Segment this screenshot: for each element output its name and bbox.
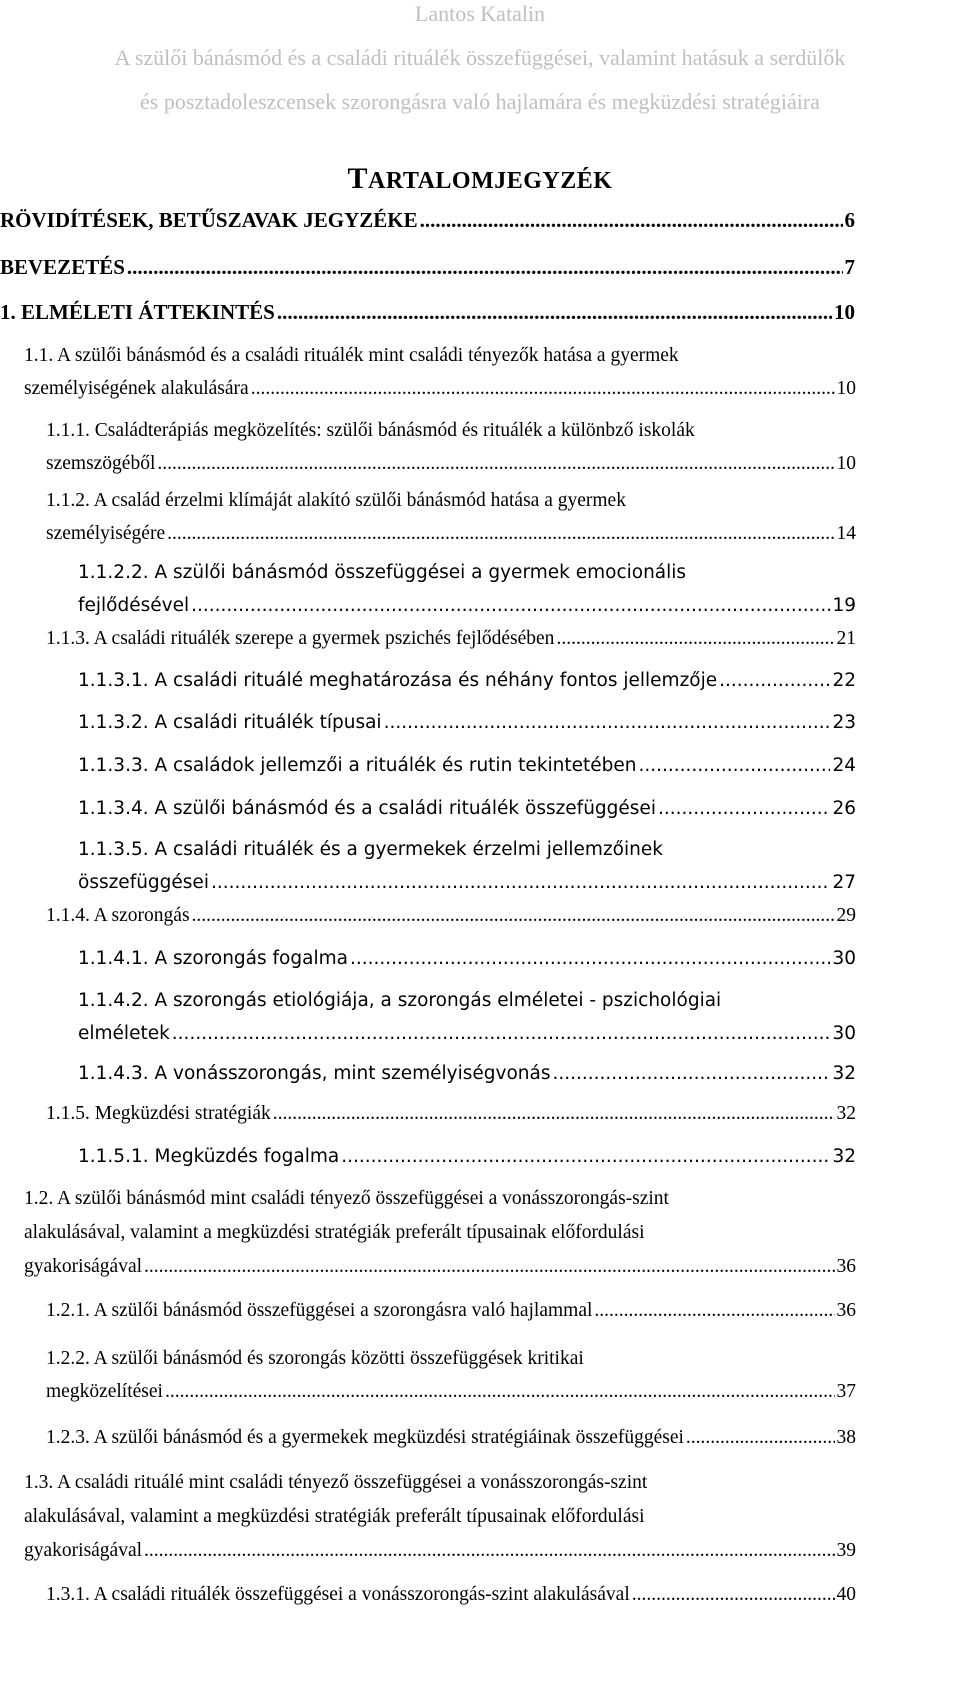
toc-entry[interactable] bbox=[78, 749, 856, 782]
toc-entry-page: 37 bbox=[836, 1381, 856, 1402]
toc-heading bbox=[0, 162, 960, 196]
toc-entry-page: 6 bbox=[844, 208, 855, 232]
toc-entry-title-line: 1.1.2.2. A szülői bánásmód összefüggései a gyermek emocionális bbox=[78, 562, 687, 583]
toc-leader-dots bbox=[211, 866, 830, 899]
toc-entry[interactable] bbox=[78, 833, 856, 899]
toc-entry-title: szemszögéből bbox=[46, 453, 156, 474]
toc-entry[interactable] bbox=[46, 1342, 856, 1408]
toc-entry[interactable] bbox=[46, 1294, 856, 1327]
toc-entry-page: 14 bbox=[836, 523, 856, 544]
toc-entry-page: 38 bbox=[836, 1427, 856, 1448]
toc-entry[interactable] bbox=[46, 622, 856, 655]
toc-entry-title-line: 1.1.1. Családterápiás megközelítés: szülői bánásmód és rituálék a különbző iskolák bbox=[46, 420, 695, 441]
toc-entry[interactable] bbox=[78, 984, 856, 1050]
toc-entry-title: fejlődésével bbox=[78, 595, 190, 616]
toc-entry-page: 36 bbox=[836, 1300, 856, 1321]
toc-leader-dots bbox=[341, 1140, 830, 1173]
toc-entry-title: gyakoriságával bbox=[24, 1540, 143, 1561]
header-author: Lantos Katalin bbox=[414, 1, 546, 26]
toc-leader-dots bbox=[144, 1534, 834, 1568]
toc-leader-dots bbox=[639, 749, 831, 782]
toc-entry-page: 30 bbox=[832, 1023, 856, 1044]
toc-leader-dots bbox=[556, 622, 834, 655]
toc-entry-title: 1.1.3.3. A családok jellemzői a rituálék és rutin tekintetében bbox=[78, 755, 637, 776]
toc-entry-title-line: 1.1. A szülői bánásmód és a családi rituálék mint családi tényezők hatása a gyermek bbox=[24, 345, 679, 366]
toc-entry-title: RÖVIDÍTÉSEK, BETŰSZAVAK JEGYZÉKE bbox=[0, 208, 418, 232]
toc-heading-initial: T bbox=[347, 162, 369, 195]
toc-entry-title: elméletek bbox=[78, 1023, 170, 1044]
toc-leader-dots bbox=[658, 792, 830, 825]
toc-entry[interactable] bbox=[46, 1097, 856, 1130]
toc-leader-dots bbox=[167, 517, 834, 550]
toc-entry[interactable] bbox=[78, 664, 856, 697]
toc-entry[interactable] bbox=[24, 1182, 856, 1284]
toc-entry-title: BEVEZETÉS bbox=[0, 255, 125, 279]
toc-entry-title-line: 1.3. A családi rituálé mint családi tényező összefüggései a vonásszorongás-szint bbox=[24, 1472, 648, 1493]
toc-entry-page: 24 bbox=[832, 755, 856, 776]
toc-entry-title: személyiségére bbox=[46, 523, 166, 544]
toc-entry-page: 26 bbox=[832, 798, 856, 819]
toc-leader-dots bbox=[165, 1375, 835, 1408]
toc-leader-dots bbox=[127, 251, 843, 284]
toc-leader-dots bbox=[632, 1578, 835, 1611]
toc-leader-dots bbox=[350, 942, 831, 975]
toc-entry-title: 1.3.1. A családi rituálék összefüggései a vonásszorongás-szint alakulásával bbox=[46, 1584, 630, 1605]
toc-entry-page: 10 bbox=[836, 453, 856, 474]
toc-entry-page: 32 bbox=[832, 1063, 856, 1084]
toc-entry-page: 10 bbox=[834, 300, 855, 324]
toc-entry[interactable] bbox=[78, 1140, 856, 1173]
toc-entry-page: 30 bbox=[832, 948, 856, 969]
toc-entry-title-line: alakulásával, valamint a megküzdési stratégiák preferált típusainak előfordulási bbox=[24, 1222, 645, 1243]
toc-entry-page: 21 bbox=[836, 628, 856, 649]
toc-entry-page: 40 bbox=[836, 1584, 856, 1605]
toc-leader-dots bbox=[273, 1097, 835, 1130]
toc-leader-dots bbox=[594, 1294, 834, 1327]
toc-entry-page: 23 bbox=[832, 712, 856, 733]
header-title-line-1: A szülői bánásmód és a családi rituálék összefüggései, valamint hatásuk a serdülők bbox=[114, 45, 846, 70]
toc-entry[interactable] bbox=[24, 1466, 856, 1568]
toc-entry-title: 1.1.3. A családi rituálék szerepe a gyermek pszichés fejlődésében bbox=[46, 628, 555, 649]
toc-entry[interactable] bbox=[46, 1421, 856, 1454]
toc-entry-page: 19 bbox=[832, 595, 856, 616]
toc-leader-dots bbox=[277, 296, 832, 329]
toc-entry[interactable] bbox=[46, 899, 856, 932]
toc-entry-title: 1.1.3.4. A szülői bánásmód és a családi rituálék összefüggései bbox=[78, 798, 656, 819]
toc-entry-title: 1.1.4.3. A vonásszorongás, mint személyiségvonás bbox=[78, 1063, 551, 1084]
toc-heading-rest: ARTALOMJEGYZÉK bbox=[368, 168, 613, 194]
toc-entry[interactable] bbox=[78, 942, 856, 975]
toc-entry[interactable] bbox=[78, 556, 856, 622]
toc-entry-page: 27 bbox=[832, 872, 856, 893]
toc-entry-title: személyiségének alakulására bbox=[24, 378, 249, 399]
toc-entry-title-line: 1.1.4.2. A szorongás etiológiája, a szorongás elméletei - pszichológiai bbox=[78, 990, 722, 1011]
toc-leader-dots bbox=[553, 1057, 831, 1090]
toc-entry-page: 32 bbox=[836, 1103, 856, 1124]
toc-entry-page: 29 bbox=[836, 905, 856, 926]
toc-leader-dots bbox=[172, 1017, 831, 1050]
toc-entry-title: 1.1.4.1. A szorongás fogalma bbox=[78, 948, 348, 969]
toc-entry-title: 1.1.5.1. Megküzdés fogalma bbox=[78, 1146, 340, 1167]
running-header bbox=[0, 0, 960, 117]
toc-leader-dots bbox=[384, 706, 831, 739]
toc-entry[interactable] bbox=[24, 339, 856, 405]
toc-entry-title-line: 1.2.2. A szülői bánásmód és szorongás közötti összefüggések kritikai bbox=[46, 1348, 584, 1369]
toc-entry-page: 7 bbox=[844, 255, 855, 279]
toc-entry[interactable] bbox=[46, 484, 856, 550]
toc-leader-dots bbox=[420, 204, 843, 237]
toc-entry-page: 39 bbox=[836, 1540, 856, 1561]
toc-entry-title-line: 1.2. A szülői bánásmód mint családi tényező összefüggései a vonásszorongás-szint bbox=[24, 1188, 669, 1209]
toc-entry-title-line: alakulásával, valamint a megküzdési stratégiák preferált típusainak előfordulási bbox=[24, 1506, 645, 1527]
toc-leader-dots bbox=[719, 664, 830, 697]
toc-leader-dots bbox=[144, 1250, 834, 1284]
toc-entry[interactable] bbox=[0, 204, 855, 237]
toc-entry[interactable] bbox=[46, 1578, 856, 1611]
toc-entry[interactable] bbox=[78, 1057, 856, 1090]
toc-entry-page: 22 bbox=[832, 670, 856, 691]
toc-entry[interactable] bbox=[78, 792, 856, 825]
toc-entry[interactable] bbox=[78, 706, 856, 739]
toc-entry-title: megközelítései bbox=[46, 1381, 163, 1402]
toc-leader-dots bbox=[192, 899, 835, 932]
toc-leader-dots bbox=[686, 1421, 835, 1454]
toc-entry-title: gyakoriságával bbox=[24, 1256, 143, 1277]
toc-entry-title-line: 1.1.2. A család érzelmi klímáját alakító szülői bánásmód hatása a gyermek bbox=[46, 490, 626, 511]
toc-leader-dots bbox=[251, 372, 835, 405]
toc-entry-title: 1. ELMÉLETI ÁTTEKINTÉS bbox=[0, 300, 275, 324]
toc-entry-title: 1.1.3.1. A családi rituálé meghatározása és néhány fontos jellemzője bbox=[78, 670, 718, 691]
toc-entry-page: 10 bbox=[836, 378, 856, 399]
toc-entry-title: 1.1.4. A szorongás bbox=[46, 905, 190, 926]
toc-entry[interactable] bbox=[46, 414, 856, 480]
toc-entry-title: összefüggései bbox=[78, 872, 209, 893]
toc-entry-title: 1.1.3.2. A családi rituálék típusai bbox=[78, 712, 382, 733]
toc-entry-title: 1.2.3. A szülői bánásmód és a gyermekek megküzdési stratégiáinak összefüggései bbox=[46, 1427, 684, 1448]
header-title-line-2: és posztadoleszcensek szorongásra való hajlamára és megküzdési stratégiáira bbox=[140, 89, 820, 114]
toc-entry-title-line: 1.1.3.5. A családi rituálék és a gyermekek érzelmi jellemzőinek bbox=[78, 839, 663, 860]
toc-entry-page: 32 bbox=[832, 1146, 856, 1167]
toc-entry-title: 1.1.5. Megküzdési stratégiák bbox=[46, 1103, 271, 1124]
toc-entry[interactable] bbox=[0, 296, 855, 329]
toc-leader-dots bbox=[157, 447, 834, 480]
toc-entry[interactable] bbox=[0, 251, 855, 284]
toc-entry-page: 36 bbox=[836, 1256, 856, 1277]
toc-entry-title: 1.2.1. A szülői bánásmód összefüggései a szorongásra való hajlammal bbox=[46, 1300, 593, 1321]
toc-leader-dots bbox=[191, 589, 830, 622]
